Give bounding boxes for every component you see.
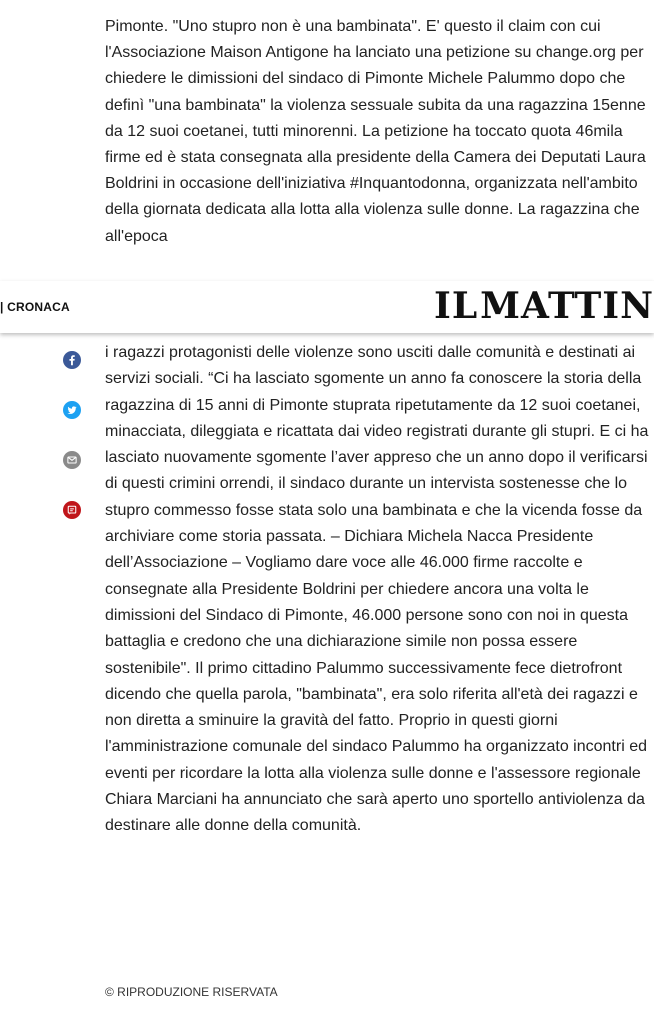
article-body-bottom: i ragazzi protagonisti delle violenze sono usciti dalle comunità e destinati ai servizi sociali. “Ci ha lasciato sgomente un anno fa conoscere la storia della ragazzina di 15 anni di Pimonte stuprata ripetutamente da 12 suoi coetanei, minacciata, dileggiata e ricattata dai video registrati durante gli stupri. E ci ha lasciato nuovamente sgomente l’aver appreso che un anno dopo il verificarsi di questi crimini orrendi, il sindaco durante un intervista sostenesse che lo stupro commesso fosse stata solo una bambinata e che la vicenda fosse da archiviare come storia passata. – Dichiara Michela Nacca Presidente dell’Associazione – Vogliamo dare voce alle 46.000 firme raccolte e consegnate alla Presidente Boldrini per chiedere ancora una volta le dimissioni del Sindaco di Pimonte, 46.000 persone sono con noi in questa battaglia e credono che una dichiarazione simile non possa essere sostenibile". Il primo cittadino Palummo successivamente fece dietrofront dicendo che quella parola, "bambinata", era solo riferita all'età dei ragazzi e non diretta a sminuire la gravità del fatto. Proprio in questi giorni l'amministrazione comunale del sindaco Palummo ha organizzato incontri ed eventi per ricordare la lotta alla violenza sulle donne e l'assessore regionale Chiara Marciani ha annunciato che sarà aperto uno sportello antiviolenza da destinare alle donne della comunità. — [105, 344, 649, 835]
logo-text-il: IL — [434, 286, 479, 326]
copyright-notice: © RIPRODUZIONE RISERVATA — [105, 985, 278, 999]
article-body-top: Pimonte. "Uno stupro non è una bambinata". E' questo il claim con cui l'Associazione Maison Antigone ha lanciato una petizione su change.org per chiedere le dimissioni del sindaco di Pimonte Michele Palummo dopo che definì "una bambinata" la violenza sessuale subita da una ragazzina 15enne da 12 suoi coetanei, tutti minorenni. La petizione ha toccato quota 46mila firme ed è stata consegnata alla presidente della Camera dei Deputati Laura Boldrini in occasione dell'iniziativa #Inquantodonna, organizzata nell'ambito della giornata dedicata alla lotta alla violenza sulle donne. La ragazzina che all'epoca — [105, 18, 646, 245]
facebook-icon — [63, 351, 81, 369]
sticky-header — [0, 281, 654, 333]
twitter-share-button[interactable] — [55, 393, 89, 427]
email-share-button[interactable] — [55, 443, 89, 477]
comment-icon — [63, 501, 81, 519]
site-logo[interactable] — [434, 286, 654, 326]
email-icon — [63, 451, 81, 469]
facebook-share-button[interactable] — [55, 343, 89, 377]
section-label[interactable]: | CRONACA — [0, 300, 70, 314]
twitter-icon — [63, 401, 81, 419]
logo-text-mattino: MATTIN — [480, 286, 654, 326]
comment-share-button[interactable] — [55, 493, 89, 527]
